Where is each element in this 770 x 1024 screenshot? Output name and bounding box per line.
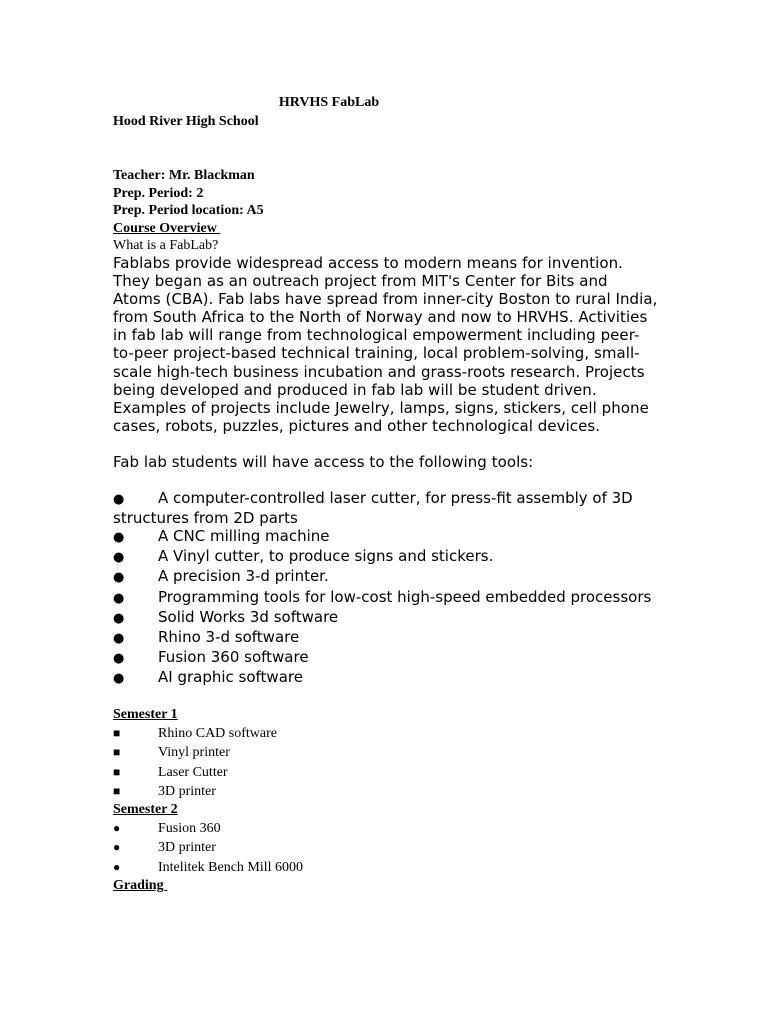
list-item (113, 608, 673, 628)
item-label: Laser Cutter (158, 764, 228, 780)
tool-label: Rhino 3-d software (158, 627, 300, 646)
bullet-icon: ● (113, 492, 125, 508)
item-label: 3D printer (158, 783, 216, 799)
semester-2-heading: Semester 2 (113, 802, 178, 818)
bullet-icon: ● (113, 590, 125, 606)
tools-list (113, 489, 673, 688)
list-item (113, 838, 673, 857)
prep-period-line: Prep. Period: 2 (113, 185, 204, 201)
list-item (113, 527, 673, 547)
list-item (113, 489, 673, 527)
bullet-icon: ● (113, 650, 125, 666)
item-label: Fusion 360 (158, 821, 221, 837)
tool-label: Fusion 360 software (158, 647, 309, 666)
semester-1-heading: Semester 1 (113, 706, 178, 722)
school-name: Hood River High School (113, 114, 259, 129)
document-page (113, 93, 673, 895)
semester-1-list (113, 724, 673, 801)
item-label: Vinyl printer (158, 745, 230, 761)
tool-label: Solid Works 3d software (158, 607, 339, 626)
list-item (113, 588, 673, 608)
prep-location-line: Prep. Period location: A5 (113, 203, 264, 218)
list-item (113, 628, 673, 648)
list-item (113, 763, 673, 782)
item-label: Intelitek Bench Mill 6000 (158, 859, 304, 875)
square-bullet-icon: ■ (113, 783, 121, 798)
square-bullet-icon: ■ (113, 745, 121, 760)
bullet-icon: ● (113, 630, 125, 646)
bullet-icon: ● (113, 859, 121, 874)
grading-heading: Grading (113, 878, 168, 894)
bullet-icon: ● (113, 670, 125, 686)
square-bullet-icon: ■ (113, 764, 121, 779)
spacer (113, 688, 673, 706)
tool-label: A CNC milling machine (158, 527, 330, 546)
item-label: Rhino CAD software (158, 725, 277, 741)
list-item (113, 858, 673, 877)
square-bullet-icon: ■ (113, 725, 121, 740)
tools-intro: Fab lab students will have access to the following tools: (113, 452, 534, 471)
list-item (113, 743, 673, 762)
list-item (113, 547, 673, 567)
list-item (113, 668, 673, 688)
tool-label: A precision 3-d printer. (158, 567, 329, 586)
list-item (113, 819, 673, 838)
list-item (113, 567, 673, 587)
list-item (113, 648, 673, 668)
bullet-icon: ● (113, 821, 121, 836)
fablab-question: What is a FabLab? (113, 238, 219, 253)
tool-label: A computer-controlled laser cutter, for press-fit assembly of 3D structures from 2D parts (113, 489, 633, 528)
tool-label: AI graphic software (158, 667, 303, 686)
tool-label: A Vinyl cutter, to produce signs and stickers. (158, 547, 494, 566)
bullet-icon: ● (113, 610, 125, 626)
bullet-icon: ● (113, 550, 125, 566)
item-label: 3D printer (158, 840, 216, 856)
spacer (113, 435, 673, 453)
bullet-icon: ● (113, 570, 125, 586)
course-overview-heading: Course Overview (113, 220, 221, 236)
bullet-icon: ● (113, 530, 125, 546)
page-title: HRVHS FabLab (278, 95, 380, 110)
semester-2-list (113, 819, 673, 877)
fablab-description: Fablabs provide widespread access to modern means for invention. They began as an outreach project from MIT's Center for Bits and Atoms (CBA). Fab labs have spread from inner-city Boston to rural India, from South Africa to the North of Norway and now to HRVHS. Activities in fab lab will range from technological empowerment including peer-to-peer project-based technical training, local problem-solving, small-scale high-tech business incubation and grass-roots research. Projects being developed and produced in fab lab will be student driven. Examples of projects include Jewelry, lamps, signs, stickers, cell phone cases, robots, puzzles, pictures and other technological devices. (113, 254, 658, 435)
bullet-icon: ● (113, 840, 121, 855)
teacher-line: Teacher: Mr. Blackman (113, 168, 255, 183)
spacer (113, 471, 673, 489)
list-item (113, 782, 673, 801)
tool-label: Programming tools for low-cost high-speed embedded processors (158, 587, 652, 606)
list-item (113, 724, 673, 743)
